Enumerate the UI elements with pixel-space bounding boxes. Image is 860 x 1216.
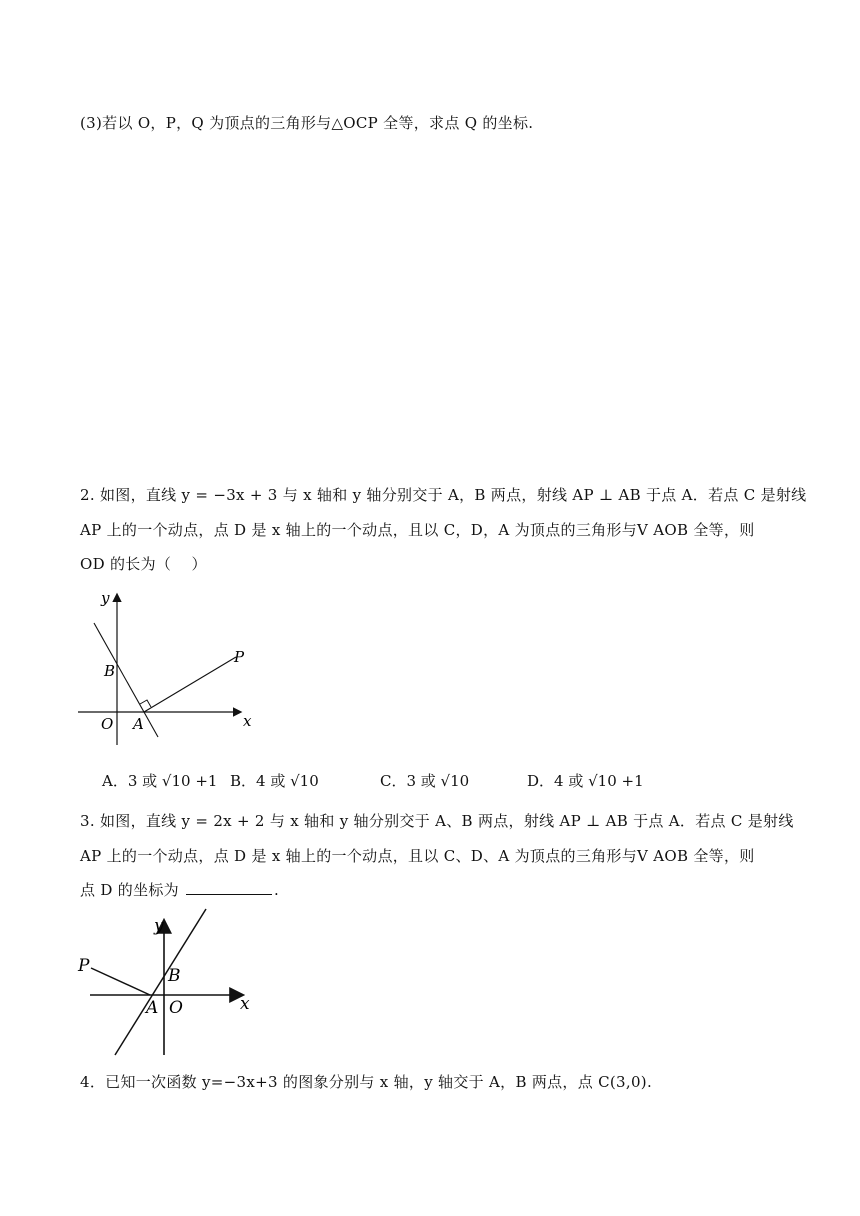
q2-right-angle-mark bbox=[140, 700, 151, 707]
q2-label-o: O bbox=[101, 715, 114, 733]
q2-text-line3: OD 的长为（ ） bbox=[80, 555, 207, 573]
q3-label-b: B bbox=[168, 966, 181, 986]
q3-text-line3-end: . bbox=[274, 881, 280, 899]
q3-label-o: O bbox=[169, 998, 183, 1018]
q3-answer-blank[interactable] bbox=[186, 880, 272, 895]
q3-text-line3 bbox=[80, 879, 279, 900]
q3-label-a: A bbox=[146, 998, 159, 1018]
q3-text-line1: 3. 如图，直线 y = 2x + 2 与 x 轴和 y 轴分别交于 A、B 两点，射线 AP ⊥ AB 于点 A．若点 C 是射线 bbox=[80, 812, 794, 830]
q3-text-line2: AP 上的一个动点，点 D 是 x 轴上的一个动点，且以 C、D、A 为顶点的三角形与V AOB 全等，则 bbox=[80, 847, 755, 865]
q1-part3-text: (3)若以 O，P，Q 为顶点的三角形与△OCP 全等，求点 Q 的坐标. bbox=[80, 114, 534, 132]
q3-label-p: P bbox=[78, 956, 90, 976]
q4-text-line1: 4．已知一次函数 y=−3x+3 的图象分别与 x 轴，y 轴交于 A，B 两点，点 C(3,0). bbox=[80, 1073, 653, 1091]
q2-choice-c[interactable]: C．3 或 √10 bbox=[380, 772, 470, 790]
q2-choice-d[interactable]: D．4 或 √10 +1 bbox=[527, 772, 644, 790]
q3-figure bbox=[70, 905, 270, 1060]
q3-label-x: x bbox=[240, 994, 250, 1014]
q3-label-y: y bbox=[154, 916, 164, 936]
q2-text-line2: AP 上的一个动点，点 D 是 x 轴上的一个动点，且以 C，D，A 为顶点的三角形与V AOB 全等，则 bbox=[80, 521, 755, 539]
q2-label-b: B bbox=[104, 662, 116, 680]
q2-text-line1: 2. 如图，直线 y = −3x + 3 与 x 轴和 y 轴分别交于 A，B 两点，射线 AP ⊥ AB 于点 A．若点 C 是射线 bbox=[80, 486, 807, 504]
q2-label-y: y bbox=[101, 589, 110, 607]
q2-ray-ap bbox=[144, 657, 236, 712]
q2-label-x: x bbox=[243, 712, 252, 730]
q2-label-p: P bbox=[234, 648, 245, 666]
q3-ray-ap bbox=[91, 968, 150, 995]
q2-label-a: A bbox=[133, 715, 144, 733]
q2-choice-a[interactable]: A．3 或 √10 +1 bbox=[102, 772, 218, 790]
q3-text-line3-lead: 点 D 的坐标为 bbox=[80, 881, 179, 899]
q2-choice-b[interactable]: B．4 或 √10 bbox=[230, 772, 319, 790]
q2-figure bbox=[70, 585, 270, 755]
